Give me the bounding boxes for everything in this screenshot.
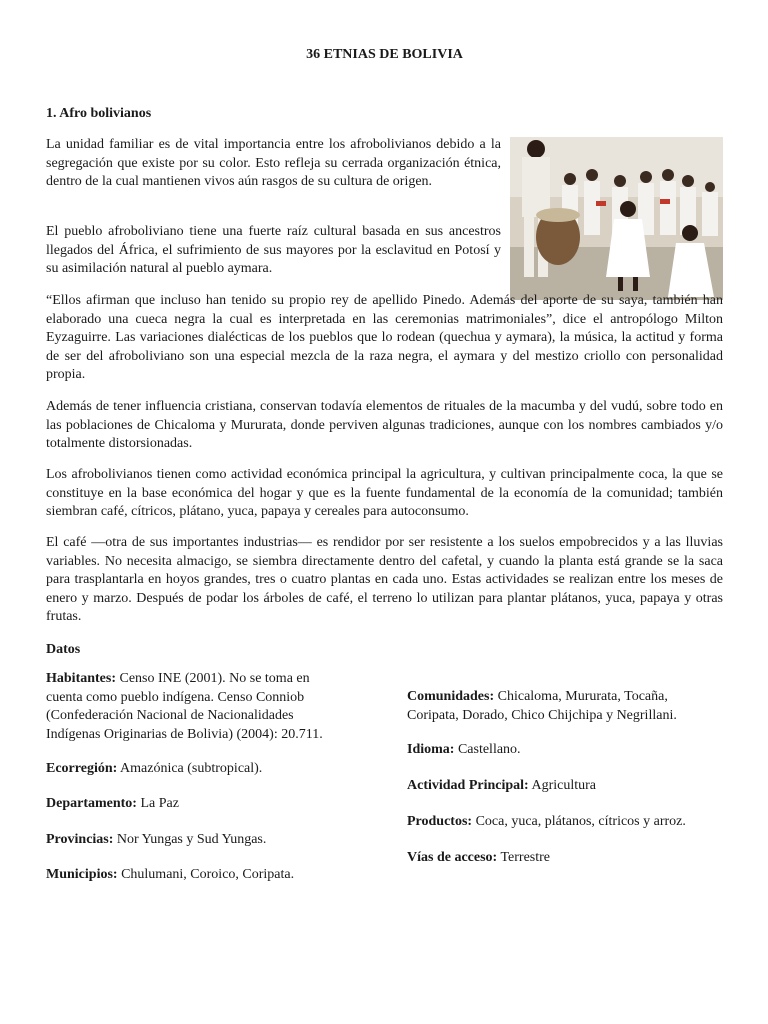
datum-label: Municipios:	[46, 867, 118, 882]
datum-idioma	[407, 741, 723, 760]
page-title: 36 ETNIAS DE BOLIVIA	[306, 47, 463, 62]
datum-vias	[407, 849, 723, 868]
datum-ecorregion	[46, 760, 346, 779]
datum-departamento	[46, 795, 346, 814]
datum-value: Terrestre	[500, 850, 550, 865]
paragraph-family: La unidad familiar es de vital importancia entre los afrobolivianos debido a la segregación que existe por su color. Esto refleja su cerrada organización étnica, dentro de la cual mantienen vivos aún rasgos de su cultura de origen.	[46, 137, 501, 190]
datum-actividad	[407, 777, 723, 796]
datum-label: Actividad Principal:	[407, 778, 529, 793]
paragraph-economy: Los afrobolivianos tienen como actividad económica principal la agricultura, y cultivan principalmente coca, la que se constituye en la base económica del hogar y que es la fuente fundamental de la economía de la comunidad; también siembran café, cítricos, plátano, yuca, papaya y cereales para autoconsumo.	[46, 467, 723, 520]
datum-label: Habitantes:	[46, 671, 116, 686]
datum-value: Chicaloma, Mururata, Tocaña, Coripata, Dorado, Chico Chijchipa y Negrillani.	[407, 689, 677, 723]
datum-label: Provincias:	[46, 832, 114, 847]
datum-label: Vías de acceso:	[407, 850, 498, 865]
paragraph-coffee: El café —otra de sus importantes industrias— es rendidor por ser resistente a los suelos empobrecidos y a las lluvias variables. No necesita almacigo, se siembra directamente dentro del cafetal, y cuando la planta está grande se la saca para trasplantarla en hoyos grandes, tres o cuatro plantas en cada uno. Estas actividades se realizan entre los meses de enero y marzo. Después de podar los árboles de café, el terreno lo utilizan para plantar plátanos, yuca, papaya y otras frutas.	[46, 535, 723, 625]
datos-heading: Datos	[46, 642, 81, 657]
datum-habitantes	[46, 670, 346, 744]
datum-productos	[407, 813, 723, 832]
paragraph-king-quote: “Ellos afirman que incluso han tenido su propio rey de apellido Pinedo. Además del aporte de su saya, también han elaborado una cueca negra la cual es interpretada en las ceremonias matrimoniales”, dice el antropólogo Milton Eyzaguirre. Las variaciones dialécticas de los pueblos que lo rodean (quechua y aymara), la música, la actitud y forma de ser del afroboliviano son una especial mezcla de la raza negra, el aymara y del mestizo criollo con personalidad propia.	[46, 293, 723, 383]
datum-label: Idioma:	[407, 742, 455, 757]
datum-municipios	[46, 866, 346, 885]
datum-value: Coca, yuca, plátanos, cítricos y arroz.	[475, 814, 686, 829]
datum-comunidades	[407, 688, 723, 725]
datum-value: Nor Yungas y Sud Yungas.	[116, 832, 267, 847]
afro-bolivian-dancers-photo	[510, 137, 723, 300]
datum-label: Productos:	[407, 814, 473, 829]
datum-value: Censo INE (2001). No se toma en cuenta como pueblo indígena. Censo Conniob (Confederación Nacional de Nacionalidades Indígenas Originarias de Bolivia) (2004): 20.711.	[46, 671, 323, 742]
datum-label: Ecorregión:	[46, 761, 118, 776]
photo-illustration	[510, 137, 723, 300]
datum-label: Comunidades:	[407, 689, 495, 704]
datum-label: Departamento:	[46, 796, 137, 811]
paragraph-culture: El pueblo afroboliviano tiene una fuerte raíz cultural basada en sus ancestros llegados del África, el sufrimiento de sus mayores por la esclavitud en Potosí y su asimilación natural al pueblo aymara.	[46, 224, 501, 277]
datum-value: Agricultura	[531, 778, 596, 793]
datum-provincias	[46, 831, 346, 850]
datum-value: Amazónica (subtropical).	[120, 761, 263, 776]
datum-value: Castellano.	[457, 742, 521, 757]
datum-value: La Paz	[140, 796, 179, 811]
section-heading: 1. Afro bolivianos	[46, 106, 152, 121]
datum-value: Chulumani, Coroico, Coripata.	[121, 867, 295, 882]
paragraph-rituals: Además de tener influencia cristiana, conservan todavía elementos de rituales de la macumba y del vudú, sobre todo en las poblaciones de Chicaloma y Mururata, donde perviven algunas tradiciones, aunque con los nombres cambiados y/o totalmente distorsionadas.	[46, 399, 723, 452]
